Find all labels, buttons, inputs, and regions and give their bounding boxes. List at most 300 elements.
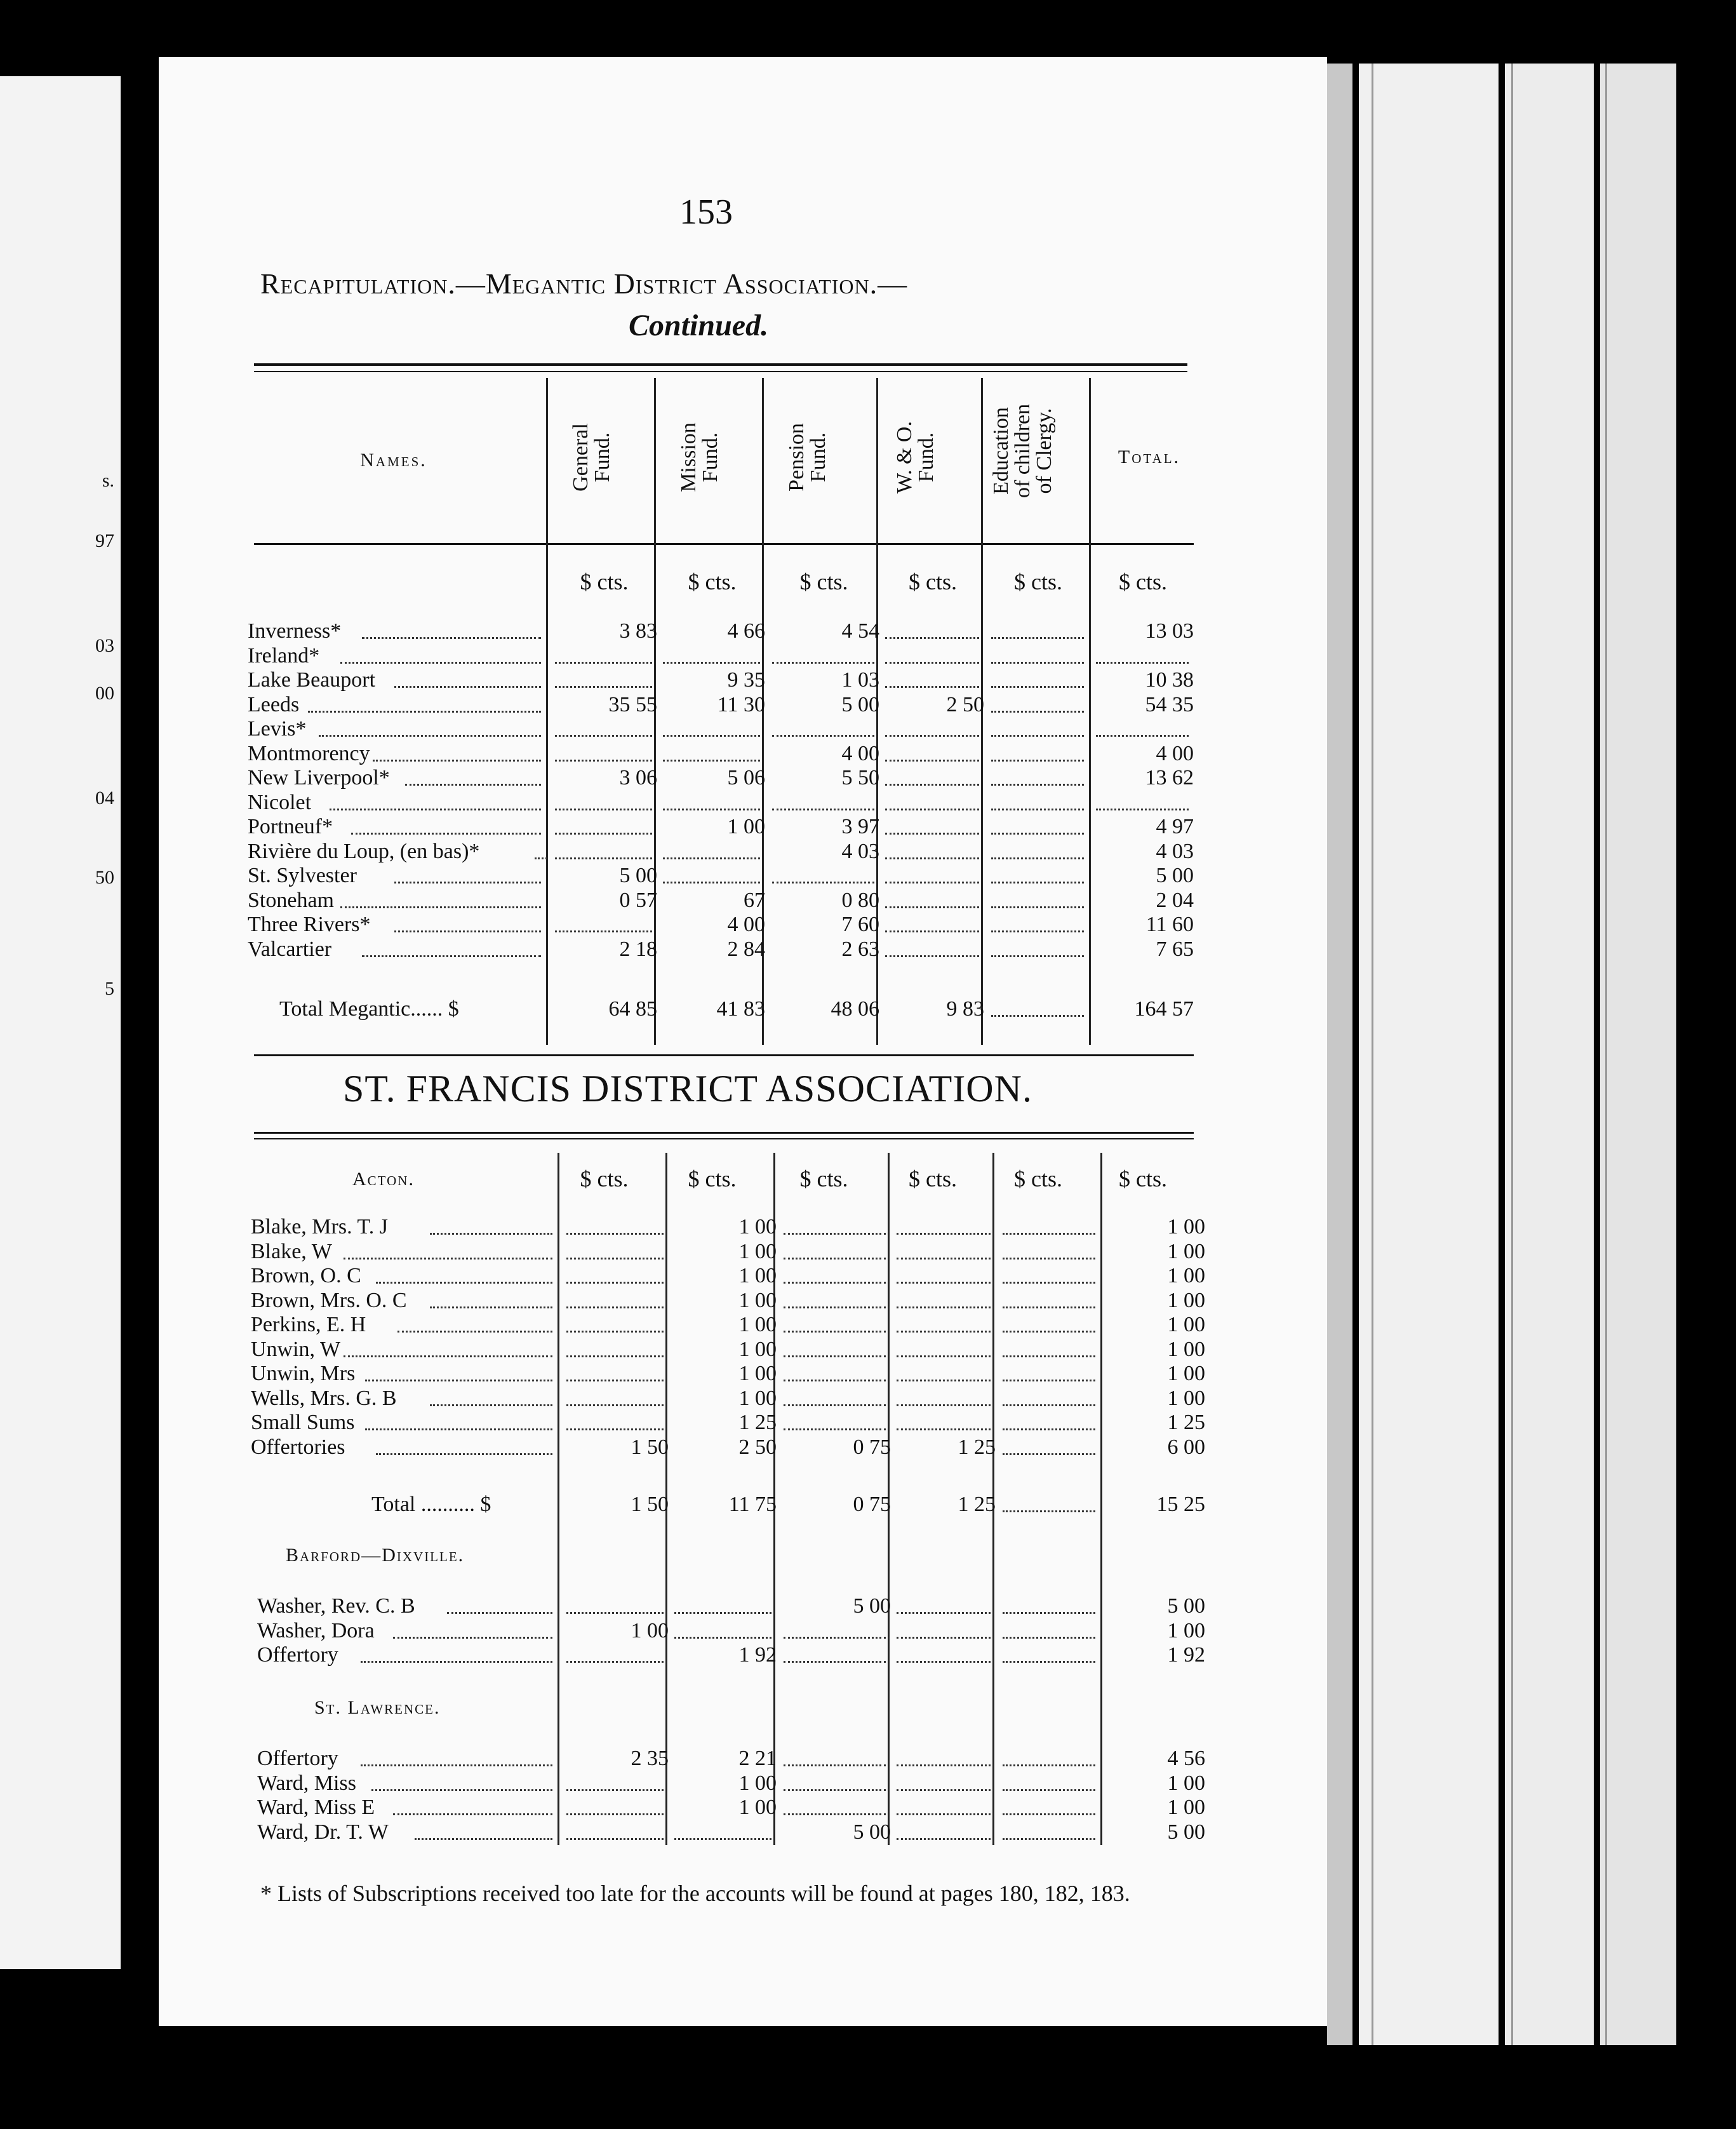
empty-cell-dots bbox=[566, 1240, 664, 1259]
table-row bbox=[0, 937, 1736, 962]
leader-dots bbox=[365, 1362, 552, 1381]
empty-cell-dots bbox=[784, 1796, 886, 1815]
leader-dots bbox=[373, 742, 541, 762]
empty-cell-dots bbox=[784, 1313, 886, 1333]
empty-cell-dots bbox=[772, 644, 874, 664]
empty-cell-dots bbox=[784, 1619, 886, 1639]
cell-mission: 5 06 bbox=[727, 766, 765, 789]
unit-label: $ cts. bbox=[1119, 1166, 1167, 1192]
empty-cell-dots bbox=[897, 1338, 991, 1357]
cell-mission: 2 21 bbox=[738, 1747, 777, 1770]
row-name: Ireland* bbox=[248, 643, 320, 668]
unit-label: $ cts. bbox=[909, 569, 957, 594]
acton-heading: Acton. bbox=[352, 1169, 415, 1190]
leader-dots bbox=[394, 668, 541, 688]
row-name: Total .......... $ bbox=[371, 1493, 491, 1516]
col-header-education: Education of children of Clergy. bbox=[989, 403, 1056, 499]
unit-label: $ cts. bbox=[799, 569, 848, 594]
row-name: Washer, Dora bbox=[257, 1618, 375, 1642]
table-row bbox=[0, 1771, 1736, 1796]
empty-cell-dots bbox=[784, 1771, 886, 1791]
empty-cell-dots bbox=[784, 1387, 886, 1406]
leader-dots bbox=[393, 1796, 552, 1815]
row-name: Blake, Mrs. T. J bbox=[251, 1215, 388, 1239]
leader-dots bbox=[308, 693, 541, 713]
row-name: Unwin, Mrs bbox=[251, 1362, 356, 1385]
empty-cell-dots bbox=[566, 1594, 664, 1614]
empty-cell-dots bbox=[1003, 1215, 1095, 1235]
table-row bbox=[0, 1435, 1736, 1460]
empty-cell-dots bbox=[897, 1387, 991, 1406]
row-name: Total Megantic...... $ bbox=[279, 997, 459, 1021]
empty-cell-dots bbox=[991, 644, 1084, 664]
table-row bbox=[0, 1387, 1736, 1411]
empty-cell-dots bbox=[566, 1215, 664, 1235]
row-name: Blake, W bbox=[251, 1239, 332, 1263]
empty-cell-dots bbox=[897, 1820, 991, 1840]
cell-mission: 1 25 bbox=[738, 1411, 777, 1434]
empty-cell-dots bbox=[1003, 1362, 1095, 1381]
row-name: Unwin, W bbox=[251, 1337, 341, 1361]
leader-dots bbox=[371, 1771, 552, 1791]
cell-total: 1 00 bbox=[1167, 1215, 1205, 1239]
empty-cell-dots bbox=[897, 1594, 991, 1614]
leader-dots bbox=[376, 1264, 552, 1284]
empty-cell-dots bbox=[566, 1771, 664, 1791]
empty-cell-dots bbox=[885, 619, 979, 639]
empty-cell-dots bbox=[674, 1619, 771, 1639]
leader-dots bbox=[344, 1240, 552, 1259]
table-row bbox=[0, 864, 1736, 888]
empty-cell-dots bbox=[991, 742, 1084, 762]
empty-cell-dots bbox=[897, 1264, 991, 1284]
cell-mission: 2 50 bbox=[738, 1435, 777, 1459]
row-name: Offertories bbox=[251, 1435, 345, 1459]
row-name: Wells, Mrs. G. B bbox=[251, 1386, 397, 1410]
col-header-general: General Fund. bbox=[569, 423, 614, 492]
cell-total: 1 00 bbox=[1167, 1264, 1205, 1287]
cell-mission: 1 00 bbox=[738, 1288, 777, 1312]
row-name: Washer, Rev. C. B bbox=[257, 1594, 415, 1618]
leader-dots bbox=[340, 889, 541, 908]
cell-total: 13 03 bbox=[1145, 619, 1194, 643]
cell-total: 4 00 bbox=[1156, 741, 1194, 765]
leader-dots bbox=[394, 864, 541, 883]
empty-cell-dots bbox=[555, 840, 652, 859]
cell-mission: 1 00 bbox=[738, 1313, 777, 1336]
cell-mission: 11 75 bbox=[728, 1493, 777, 1516]
empty-cell-dots bbox=[555, 644, 652, 664]
table-row bbox=[0, 619, 1736, 643]
table-row bbox=[0, 889, 1736, 913]
empty-cell-dots bbox=[885, 742, 979, 762]
row-name: St. Sylvester bbox=[248, 864, 357, 887]
row-name: Brown, O. C bbox=[251, 1264, 361, 1287]
leader-dots bbox=[535, 840, 547, 859]
table-row bbox=[0, 840, 1736, 864]
cell-total: 4 97 bbox=[1156, 815, 1194, 838]
empty-cell-dots bbox=[897, 1411, 991, 1430]
cell-mission: 1 92 bbox=[738, 1643, 777, 1667]
empty-cell-dots bbox=[1003, 1747, 1095, 1766]
empty-cell-dots bbox=[885, 791, 979, 810]
empty-cell-dots bbox=[555, 913, 652, 932]
leader-dots bbox=[430, 1289, 552, 1308]
leader-dots bbox=[361, 1643, 552, 1663]
leader-dots bbox=[319, 717, 541, 737]
empty-cell-dots bbox=[566, 1289, 664, 1308]
unit-label: $ cts. bbox=[688, 569, 737, 594]
left-page-number: 00 bbox=[95, 683, 114, 704]
leader-dots bbox=[340, 644, 541, 664]
cell-total: 1 92 bbox=[1167, 1643, 1205, 1667]
row-name: Ward, Miss bbox=[257, 1771, 356, 1795]
row-name: Levis* bbox=[248, 717, 307, 741]
col-header-pension: Pension Fund. bbox=[785, 423, 830, 492]
cell-mission: 1 00 bbox=[738, 1264, 777, 1287]
table-row bbox=[0, 1643, 1736, 1667]
leader-dots bbox=[361, 1747, 552, 1766]
page-title: Recapitulation.—Megantic District Association.— bbox=[260, 267, 908, 300]
left-page-number: 03 bbox=[95, 635, 114, 656]
leader-dots bbox=[397, 1313, 552, 1333]
table-row bbox=[0, 913, 1736, 937]
empty-cell-dots bbox=[566, 1264, 664, 1284]
empty-cell-dots bbox=[1003, 1313, 1095, 1333]
empty-cell-dots bbox=[897, 1643, 991, 1663]
table-row bbox=[0, 644, 1736, 668]
empty-cell-dots bbox=[566, 1411, 664, 1430]
empty-cell-dots bbox=[1003, 1643, 1095, 1663]
unit-label: $ cts. bbox=[1119, 569, 1167, 594]
cell-mission: 4 00 bbox=[727, 913, 765, 936]
cell-pension: 5 50 bbox=[841, 766, 879, 789]
cell-general: 5 00 bbox=[619, 864, 657, 887]
table-row bbox=[0, 693, 1736, 717]
empty-cell-dots bbox=[1003, 1619, 1095, 1639]
leader-dots bbox=[430, 1215, 552, 1235]
cell-pension: 0 75 bbox=[853, 1435, 891, 1459]
cell-pension: 5 00 bbox=[853, 1594, 891, 1618]
table-row bbox=[0, 791, 1736, 815]
cell-total: 6 00 bbox=[1167, 1435, 1205, 1459]
unit-label: $ cts. bbox=[1014, 1166, 1062, 1192]
row-name: Three Rivers* bbox=[248, 913, 371, 936]
cell-mission: 11 30 bbox=[717, 692, 765, 716]
empty-cell-dots bbox=[784, 1240, 886, 1259]
empty-cell-dots bbox=[897, 1240, 991, 1259]
cell-total: 54 35 bbox=[1145, 692, 1194, 716]
cell-mission: 1 00 bbox=[738, 1337, 777, 1361]
row-name: Rivière du Loup, (en bas)* bbox=[248, 839, 480, 863]
total-row bbox=[0, 1493, 1736, 1517]
cell-total: 4 03 bbox=[1156, 839, 1194, 863]
cell-mission: 2 84 bbox=[727, 937, 765, 961]
row-name: Offertory bbox=[257, 1747, 338, 1770]
cell-general: 1 00 bbox=[631, 1618, 669, 1642]
cell-wo: 1 25 bbox=[958, 1493, 996, 1516]
empty-cell-dots bbox=[897, 1362, 991, 1381]
table-row bbox=[0, 1796, 1736, 1820]
row-name: Portneuf* bbox=[248, 815, 333, 838]
cell-pension: 48 06 bbox=[831, 997, 879, 1021]
empty-cell-dots bbox=[555, 742, 652, 762]
cell-wo: 9 83 bbox=[946, 997, 984, 1021]
row-name: Small Sums bbox=[251, 1411, 355, 1434]
empty-cell-dots bbox=[1096, 644, 1189, 664]
empty-cell-dots bbox=[885, 815, 979, 835]
footnote: * Lists of Subscriptions received too late for the accounts will be found at pages 180, 182, 183. bbox=[260, 1881, 1130, 1906]
row-name: Nicolet bbox=[248, 790, 312, 814]
cell-general: 0 57 bbox=[619, 888, 657, 912]
empty-cell-dots bbox=[1003, 1240, 1095, 1259]
empty-cell-dots bbox=[885, 766, 979, 786]
row-name: Montmorency bbox=[248, 741, 370, 765]
empty-cell-dots bbox=[1096, 717, 1189, 737]
header-rule bbox=[254, 363, 1187, 366]
empty-cell-dots bbox=[1003, 1387, 1095, 1406]
empty-cell-dots bbox=[1003, 1338, 1095, 1357]
leader-dots bbox=[330, 791, 541, 810]
leader-dots bbox=[447, 1594, 552, 1614]
leader-dots bbox=[376, 1435, 552, 1455]
cell-wo: 1 25 bbox=[958, 1435, 996, 1459]
cell-total: 1 00 bbox=[1167, 1796, 1205, 1819]
empty-cell-dots bbox=[555, 668, 652, 688]
empty-cell-dots bbox=[663, 864, 760, 883]
cell-total: 1 00 bbox=[1167, 1239, 1205, 1263]
row-name: Ward, Dr. T. W bbox=[257, 1820, 389, 1844]
cell-mission: 1 00 bbox=[738, 1239, 777, 1263]
empty-cell-dots bbox=[772, 864, 874, 883]
empty-cell-dots bbox=[1003, 1771, 1095, 1791]
cell-pension: 5 00 bbox=[841, 692, 879, 716]
row-name: Inverness* bbox=[248, 619, 342, 643]
leader-dots bbox=[362, 937, 541, 957]
empty-cell-dots bbox=[991, 693, 1084, 713]
cell-pension: 7 60 bbox=[841, 913, 879, 936]
empty-cell-dots bbox=[885, 644, 979, 664]
row-name: Stoneham bbox=[248, 888, 334, 912]
cell-total: 2 04 bbox=[1156, 888, 1194, 912]
table-row bbox=[0, 1594, 1736, 1618]
table-row bbox=[0, 1264, 1736, 1288]
leader-dots bbox=[415, 1820, 552, 1840]
leader-dots bbox=[430, 1387, 552, 1406]
empty-cell-dots bbox=[566, 1338, 664, 1357]
empty-cell-dots bbox=[674, 1594, 771, 1614]
empty-cell-dots bbox=[991, 937, 1084, 957]
cell-pension: 4 54 bbox=[841, 619, 879, 643]
col-header-wo: W. & O. Fund. bbox=[893, 421, 938, 494]
unit-label: $ cts. bbox=[1014, 569, 1062, 594]
empty-cell-dots bbox=[991, 864, 1084, 883]
empty-cell-dots bbox=[897, 1619, 991, 1639]
cell-mission: 1 00 bbox=[727, 815, 765, 838]
empty-cell-dots bbox=[772, 717, 874, 737]
row-name: Offertory bbox=[257, 1643, 338, 1667]
cell-general: 1 50 bbox=[631, 1435, 669, 1459]
empty-cell-dots bbox=[991, 668, 1084, 688]
empty-cell-dots bbox=[784, 1264, 886, 1284]
cell-general: 1 50 bbox=[631, 1493, 669, 1516]
empty-cell-dots bbox=[663, 791, 760, 810]
cell-pension: 5 00 bbox=[853, 1820, 891, 1844]
page bbox=[159, 57, 1327, 2026]
cell-total: 5 00 bbox=[1167, 1820, 1205, 1844]
cell-total: 5 00 bbox=[1167, 1594, 1205, 1618]
empty-cell-dots bbox=[885, 668, 979, 688]
empty-cell-dots bbox=[991, 717, 1084, 737]
empty-cell-dots bbox=[772, 791, 874, 810]
empty-cell-dots bbox=[555, 717, 652, 737]
empty-cell-dots bbox=[566, 1643, 664, 1663]
empty-cell-dots bbox=[991, 889, 1084, 908]
cell-general: 64 85 bbox=[608, 997, 657, 1021]
empty-cell-dots bbox=[1003, 1594, 1095, 1614]
empty-cell-dots bbox=[566, 1362, 664, 1381]
empty-cell-dots bbox=[897, 1796, 991, 1815]
empty-cell-dots bbox=[566, 1387, 664, 1406]
page-number: 153 bbox=[679, 192, 733, 232]
empty-cell-dots bbox=[991, 913, 1084, 932]
table-row bbox=[0, 1619, 1736, 1643]
cell-general: 2 35 bbox=[631, 1747, 669, 1770]
empty-cell-dots bbox=[784, 1411, 886, 1430]
empty-cell-dots bbox=[1003, 1820, 1095, 1840]
empty-cell-dots bbox=[991, 791, 1084, 810]
empty-cell-dots bbox=[663, 742, 760, 762]
table-row bbox=[0, 1313, 1736, 1337]
cell-total: 11 60 bbox=[1145, 913, 1194, 936]
left-page-number: 5 bbox=[105, 978, 114, 999]
empty-cell-dots bbox=[784, 1338, 886, 1357]
cell-mission: 67 bbox=[744, 888, 765, 912]
cell-total: 1 00 bbox=[1167, 1362, 1205, 1385]
page-subtitle: Continued. bbox=[629, 309, 769, 342]
empty-cell-dots bbox=[566, 1820, 664, 1840]
empty-cell-dots bbox=[1003, 1411, 1095, 1430]
empty-cell-dots bbox=[1003, 1435, 1095, 1455]
left-page-number: 97 bbox=[95, 530, 114, 551]
table-row bbox=[0, 742, 1736, 766]
table-row bbox=[0, 815, 1736, 839]
row-name: New Liverpool* bbox=[248, 766, 390, 789]
empty-cell-dots bbox=[784, 1643, 886, 1663]
empty-cell-dots bbox=[991, 840, 1084, 859]
cell-total: 10 38 bbox=[1145, 668, 1194, 692]
cell-total: 1 00 bbox=[1167, 1337, 1205, 1361]
col-header-mission: Mission Fund. bbox=[677, 422, 722, 492]
empty-cell-dots bbox=[784, 1362, 886, 1381]
leader-dots bbox=[405, 766, 541, 786]
unit-label: $ cts. bbox=[688, 1166, 737, 1192]
empty-cell-dots bbox=[991, 766, 1084, 786]
cell-mission: 1 00 bbox=[738, 1386, 777, 1410]
total-row bbox=[0, 997, 1736, 1021]
table-row bbox=[0, 1411, 1736, 1435]
barford-heading: Barford—Dixville. bbox=[286, 1545, 465, 1566]
table-row bbox=[0, 1240, 1736, 1264]
leader-dots bbox=[393, 1619, 552, 1639]
section-rule bbox=[254, 1132, 1194, 1134]
cell-pension: 0 75 bbox=[853, 1493, 891, 1516]
left-page-number: 04 bbox=[95, 788, 114, 809]
unit-label: $ cts. bbox=[799, 1166, 848, 1192]
row-name: Leeds bbox=[248, 692, 300, 716]
empty-cell-dots bbox=[885, 864, 979, 883]
cell-total: 13 62 bbox=[1145, 766, 1194, 789]
empty-cell-dots bbox=[897, 1313, 991, 1333]
unit-label: $ cts. bbox=[580, 1166, 629, 1192]
cell-mission: 9 35 bbox=[727, 668, 765, 692]
col-header-names: Names. bbox=[360, 450, 427, 471]
col-header-total: Total. bbox=[1118, 447, 1181, 467]
empty-cell-dots bbox=[784, 1215, 886, 1235]
unit-label: $ cts. bbox=[909, 1166, 957, 1192]
cell-total: 1 00 bbox=[1167, 1313, 1205, 1336]
leader-dots bbox=[344, 1338, 552, 1357]
header-bottom-rule bbox=[254, 543, 1194, 545]
empty-cell-dots bbox=[784, 1747, 886, 1766]
empty-cell-dots bbox=[663, 644, 760, 664]
table-row bbox=[0, 1289, 1736, 1313]
row-name: Lake Beauport bbox=[248, 668, 376, 692]
cell-wo: 2 50 bbox=[946, 692, 984, 716]
empty-cell-dots bbox=[1003, 1493, 1095, 1512]
cell-total: 164 57 bbox=[1134, 997, 1194, 1021]
cell-total: 4 56 bbox=[1167, 1747, 1205, 1770]
empty-cell-dots bbox=[566, 1313, 664, 1333]
empty-cell-dots bbox=[1003, 1289, 1095, 1308]
table-row bbox=[0, 1362, 1736, 1386]
cell-total: 1 00 bbox=[1167, 1618, 1205, 1642]
cell-mission: 1 00 bbox=[738, 1215, 777, 1239]
leader-dots bbox=[394, 913, 541, 932]
empty-cell-dots bbox=[991, 815, 1084, 835]
cell-pension: 0 80 bbox=[841, 888, 879, 912]
cell-total: 1 00 bbox=[1167, 1386, 1205, 1410]
empty-cell-dots bbox=[885, 913, 979, 932]
empty-cell-dots bbox=[885, 889, 979, 908]
table-row bbox=[0, 766, 1736, 790]
empty-cell-dots bbox=[885, 717, 979, 737]
cell-total: 5 00 bbox=[1156, 864, 1194, 887]
section-title: ST. FRANCIS DISTRICT ASSOCIATION. bbox=[343, 1068, 1032, 1110]
table-row bbox=[0, 668, 1736, 692]
empty-cell-dots bbox=[1096, 791, 1189, 810]
cell-general: 35 55 bbox=[608, 692, 657, 716]
left-page-fragment bbox=[0, 76, 121, 1969]
leader-dots bbox=[362, 619, 541, 639]
cell-mission: 1 00 bbox=[738, 1771, 777, 1795]
cell-pension: 2 63 bbox=[841, 937, 879, 961]
cell-pension: 4 03 bbox=[841, 839, 879, 863]
table-row bbox=[0, 1338, 1736, 1362]
cell-total: 1 00 bbox=[1167, 1771, 1205, 1795]
empty-cell-dots bbox=[555, 815, 652, 835]
section-divider bbox=[254, 1054, 1194, 1056]
empty-cell-dots bbox=[991, 619, 1084, 639]
row-name: Ward, Miss E bbox=[257, 1796, 375, 1819]
empty-cell-dots bbox=[1003, 1264, 1095, 1284]
cell-total: 15 25 bbox=[1156, 1493, 1205, 1516]
row-name: Perkins, E. H bbox=[251, 1313, 366, 1336]
section-rule bbox=[254, 1138, 1194, 1139]
row-name: Valcartier bbox=[248, 937, 332, 961]
cell-mission: 1 00 bbox=[738, 1796, 777, 1819]
table-row bbox=[0, 1747, 1736, 1771]
